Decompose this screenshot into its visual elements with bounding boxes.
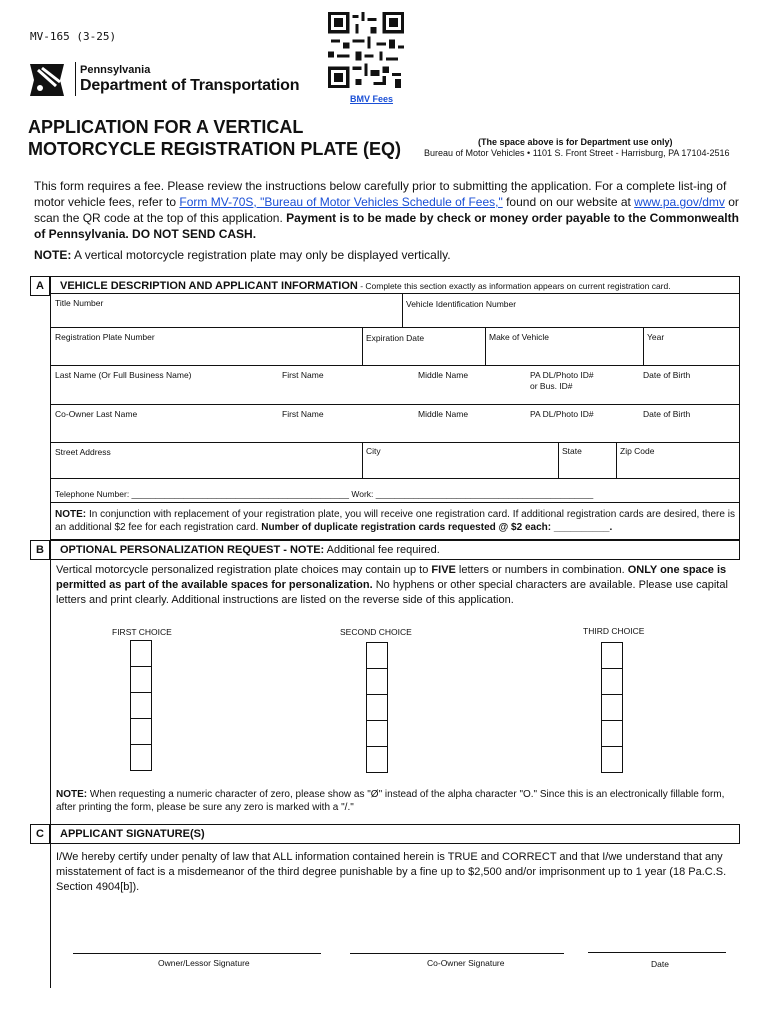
intro-text-b: found on our website at (502, 195, 635, 209)
section-c-letter: C (30, 824, 50, 844)
city-label: City (366, 446, 381, 456)
pa-dl-line-1: PA DL/Photo ID# (530, 370, 594, 380)
bureau-address: Bureau of Motor Vehicles • 1101 S. Front Street - Harrisburg, PA 17104-2516 (424, 148, 730, 158)
note-text: In conjunction with replacement of your registration plate, you will receive one registration card. If additional registration cards are desired, there is an additional $2 fee for each registration card. (55, 509, 735, 533)
note-label: NOTE: (34, 248, 72, 262)
year-label: Year (647, 332, 665, 342)
note-text: When requesting a numeric character of zero, please show as "Ø" instead of the alpha character "O." Since this is an electronically fillable form, after printing the form, please be sure any zero is marked with a "/." (56, 789, 725, 813)
form-id: MV-165 (3-25) (30, 30, 117, 43)
third-choice-char-2[interactable] (601, 668, 623, 695)
instr-five: FIVE (431, 564, 456, 576)
intro-text-c: or scan the QR code at the top of this application. (34, 195, 739, 225)
section-b-letter: B (30, 540, 50, 560)
dmv-website-link[interactable]: www.pa.gov/dmv (634, 195, 725, 209)
telephone-label: Telephone Number: ______________________________________________ Work: ______________________________________________ (55, 489, 594, 499)
first-choice-label: FIRST CHOICE (112, 627, 172, 637)
first-choice-char-2[interactable] (130, 666, 152, 693)
title-number-input[interactable] (52, 308, 400, 326)
co-dob-label: Date of Birth (643, 409, 691, 419)
logo-divider (75, 62, 76, 96)
payment-instructions: Payment is to be made by check or money order payable to the Commonwealth of Pennsylvania. DO NOT SEND CASH. (34, 211, 739, 241)
rule (362, 327, 363, 365)
third-choice-boxes (601, 642, 623, 773)
section-b-title: OPTIONAL PERSONALIZATION REQUEST - NOTE: (60, 544, 325, 556)
rule (50, 365, 740, 366)
intro-text-a: This form requires a fee. Please review the instructions below carefully prior to submitting the application. For a complete list-ing of motor vehicle fees, refer to (34, 179, 727, 209)
rule (50, 293, 740, 294)
certification-statement: I/We hereby certify under penalty of law that ALL information contained herein is TRUE and CORRECT and that I/we understand that any misstatement of fact is a misdemeanor of the third degree punishable by a fine up to $2,500 and/or imprisonment up to 1 year (18 Pa.C.S. Section 4904[b]). (56, 851, 727, 893)
instr-space-rule: ONLY one space is permitted as part of the available spaces for personalization. (56, 564, 727, 591)
vin-input[interactable] (404, 310, 738, 326)
rule (558, 442, 559, 478)
duplicate-cards-request: Number of duplicate registration cards requested @ $2 each: __________. (261, 522, 613, 533)
first-name-label: First Name (282, 370, 324, 380)
rule (50, 327, 740, 328)
section-a-heading (60, 280, 671, 292)
rule (643, 327, 644, 365)
first-choice-char-1[interactable] (130, 640, 152, 667)
section-a-subtitle: - Complete this section exactly as information appears on current registration card. (357, 281, 671, 291)
intro-paragraph (34, 178, 740, 242)
vertical-note (34, 248, 451, 262)
section-a-title: VEHICLE DESCRIPTION AND APPLICANT INFORMATION (60, 280, 358, 292)
qr-code-icon (328, 10, 404, 90)
dob-label: Date of Birth (643, 370, 691, 380)
dept-state: Pennsylvania (80, 64, 151, 76)
section-a-note (55, 508, 735, 534)
title-number-label: Title Number (55, 298, 104, 308)
rule (50, 442, 740, 443)
penndot-keystone-logo-icon (26, 58, 68, 100)
plate-number-label: Registration Plate Number (55, 332, 155, 342)
second-choice-char-5[interactable] (366, 746, 388, 773)
rule (402, 293, 403, 327)
first-choice-char-3[interactable] (130, 692, 152, 719)
rule (50, 478, 740, 479)
section-b-heading (60, 544, 440, 556)
bmv-fees-link[interactable]: BMV Fees (350, 94, 394, 104)
section-b-subtitle: Additional fee required. (324, 544, 440, 556)
personalization-instructions (56, 563, 740, 608)
vin-label: Vehicle Identification Number (406, 299, 517, 309)
co-middle-name-label: Middle Name (418, 409, 469, 419)
instr-b: letters or numbers in combination. (455, 564, 628, 576)
first-choice-char-4[interactable] (130, 718, 152, 745)
third-choice-char-3[interactable] (601, 694, 623, 721)
section-c-heading: APPLICANT SIGNATURE(S) (60, 828, 205, 840)
owner-signature-line[interactable] (73, 953, 321, 954)
note-label: NOTE: (55, 509, 87, 520)
rule (616, 442, 617, 478)
instr-c: No hyphens or other special characters are available. Please use capital letters and print clearly. Additional instructions are listed on the reverse side of this application. (56, 579, 728, 606)
rule (50, 404, 740, 405)
owner-signature-label: Owner/Lessor Signature (158, 958, 250, 968)
third-choice-char-4[interactable] (601, 720, 623, 747)
note-label: NOTE: (56, 789, 88, 800)
date-line[interactable] (588, 952, 726, 953)
dept-name: Department of Transportation (80, 77, 300, 94)
section-a-letter: A (30, 276, 50, 296)
middle-name-label: Middle Name (418, 370, 469, 380)
second-choice-boxes (366, 642, 388, 773)
second-choice-label: SECOND CHOICE (340, 627, 412, 637)
second-choice-char-1[interactable] (366, 642, 388, 669)
second-choice-char-3[interactable] (366, 694, 388, 721)
date-label: Date (651, 959, 669, 969)
note-text: A vertical motorcycle registration plate may only be displayed vertically. (71, 248, 451, 262)
last-name-label: Last Name (Or Full Business Name) (55, 370, 192, 380)
expiration-label: Expiration Date (366, 333, 425, 343)
third-choice-label: THIRD CHOICE (583, 626, 645, 636)
rule (50, 502, 740, 503)
title-line-1: APPLICATION FOR A VERTICAL (28, 117, 304, 137)
first-choice-char-5[interactable] (130, 744, 152, 771)
third-choice-char-1[interactable] (601, 642, 623, 669)
pa-dl-line-2: or Bus. ID# (530, 381, 573, 391)
coowner-signature-line[interactable] (350, 953, 564, 954)
instr-a: Vertical motorcycle personalized registration plate choices may contain up to (56, 564, 432, 576)
second-choice-char-2[interactable] (366, 668, 388, 695)
co-pa-dl-label: PA DL/Photo ID# (530, 409, 594, 419)
rule (50, 844, 51, 988)
fee-schedule-link[interactable]: Form MV-70S, "Bureau of Motor Vehicles Schedule of Fees," (179, 195, 503, 209)
first-choice-boxes (130, 640, 152, 771)
third-choice-char-5[interactable] (601, 746, 623, 773)
dept-use-note: (The space above is for Department use only) (478, 137, 673, 147)
co-first-name-label: First Name (282, 409, 324, 419)
rule (50, 560, 51, 826)
page-title (28, 116, 408, 160)
zip-label: Zip Code (620, 446, 655, 456)
make-label: Make of Vehicle (489, 332, 550, 342)
rule (485, 327, 486, 365)
pa-dl-label (530, 370, 594, 392)
zero-character-note (56, 788, 740, 814)
street-address-label: Street Address (55, 447, 111, 457)
co-last-name-label: Co-Owner Last Name (55, 409, 138, 419)
rule (362, 442, 363, 478)
state-label: State (562, 446, 582, 456)
second-choice-char-4[interactable] (366, 720, 388, 747)
coowner-signature-label: Co-Owner Signature (427, 958, 505, 968)
title-line-2: MOTORCYCLE REGISTRATION PLATE (EQ) (28, 139, 401, 159)
